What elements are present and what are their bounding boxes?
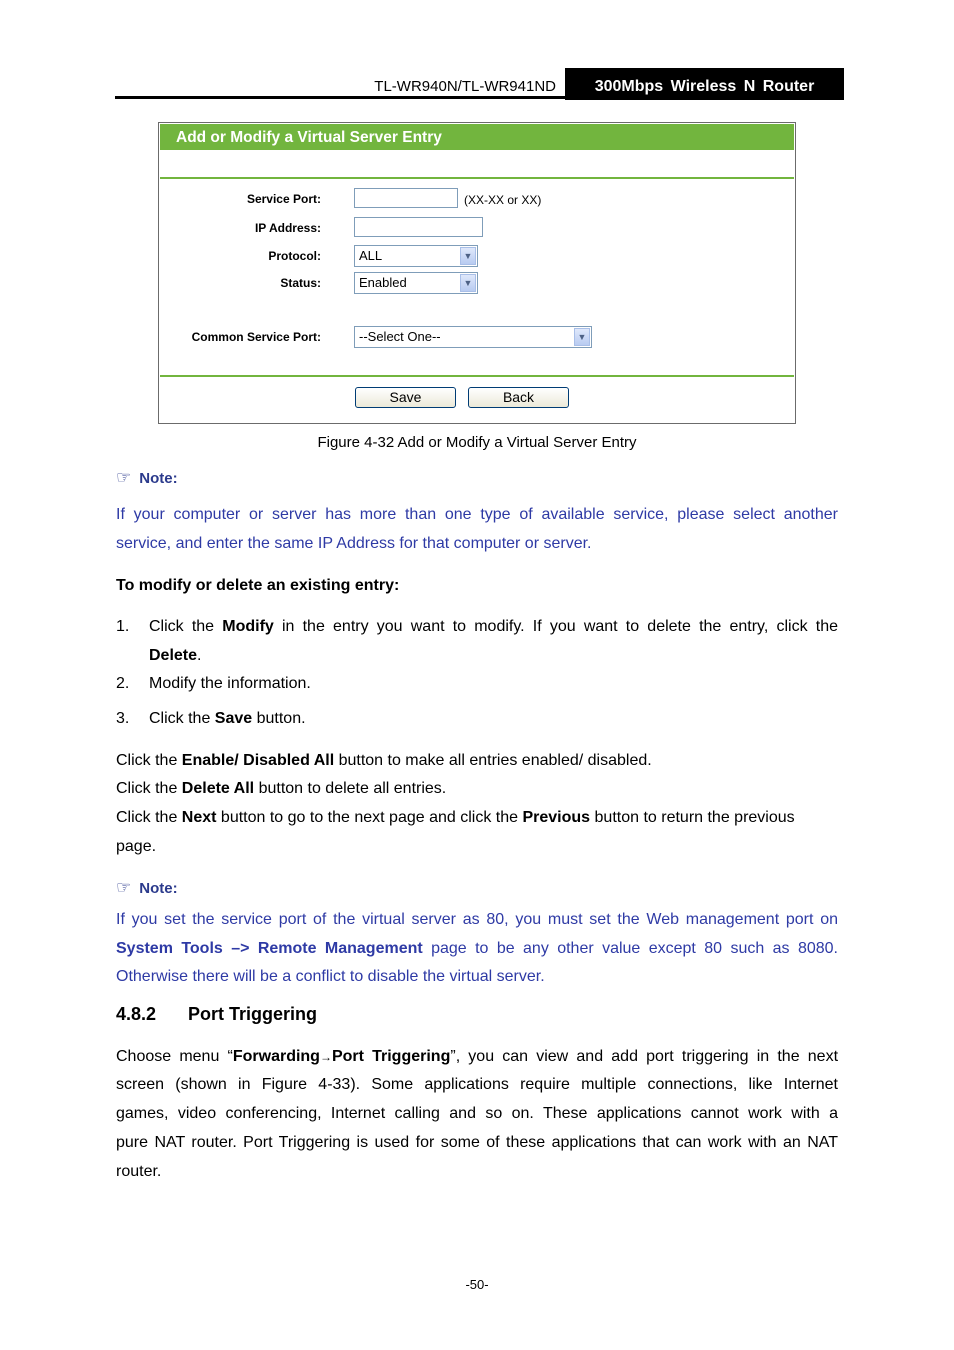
step-2-number: 2. bbox=[116, 675, 130, 692]
panel-divider-bottom bbox=[160, 375, 794, 377]
common-service-port-select[interactable] bbox=[354, 326, 592, 348]
step-2-text: Modify the information. bbox=[149, 675, 311, 692]
panel-divider-top bbox=[160, 177, 794, 179]
note-heading bbox=[116, 879, 178, 898]
delete-all-line: Click the Delete All button to delete all entries. bbox=[116, 780, 447, 797]
note1-line1: If your computer or server has more than one type of available service, please select another bbox=[116, 506, 838, 523]
enable-all-line: Click the Enable/ Disabled All button to make all entries enabled/ disabled. bbox=[116, 752, 652, 769]
note-label: Note: bbox=[139, 470, 178, 487]
service-port-input[interactable] bbox=[354, 188, 458, 208]
header-model: TL-WR940N/TL-WR941ND bbox=[374, 78, 556, 95]
protocol-label: Protocol: bbox=[268, 249, 321, 263]
step-1-number: 1. bbox=[116, 618, 130, 635]
chevron-down-icon[interactable]: ▼ bbox=[460, 247, 476, 265]
section-number: 4.8.2 bbox=[116, 1004, 157, 1024]
note2-line3: Otherwise there will be a conflict to disable the virtual server. bbox=[116, 968, 545, 985]
pointing-hand-icon: ☞ bbox=[116, 878, 132, 897]
note2-line2: System Tools –> Remote Management page to be any other value except 80 such as 8080. bbox=[116, 940, 838, 957]
port-trigger-line4: pure NAT router. Port Triggering is used for some of these applications that can work with an NAT bbox=[116, 1134, 838, 1151]
virtual-server-panel bbox=[158, 122, 796, 424]
step-1-line2: Delete. bbox=[149, 647, 202, 664]
next-previous-line-end: page. bbox=[116, 838, 157, 855]
ip-address-label: IP Address: bbox=[254, 221, 321, 235]
save-button[interactable]: Save bbox=[355, 387, 456, 408]
common-service-port-value: --Select One-- bbox=[359, 329, 441, 344]
note1-line2: service, and enter the same IP Address for that computer or server. bbox=[116, 535, 592, 552]
header-product: 300Mbps Wireless N Router bbox=[565, 68, 844, 100]
note-heading bbox=[116, 469, 178, 488]
port-trigger-line2: screen (shown in Figure 4-33). Some applications require multiple connections, like Internet bbox=[116, 1076, 838, 1093]
port-trigger-line5: router. bbox=[116, 1163, 162, 1180]
status-label: Status: bbox=[280, 276, 321, 290]
panel-title: Add or Modify a Virtual Server Entry bbox=[160, 124, 794, 150]
protocol-value: ALL bbox=[359, 248, 383, 263]
chevron-down-icon[interactable]: ▼ bbox=[460, 274, 476, 292]
status-select[interactable] bbox=[354, 272, 478, 294]
common-service-port-label: Common Service Port: bbox=[191, 330, 321, 344]
header-rule bbox=[115, 96, 565, 99]
modify-heading: To modify or delete an existing entry: bbox=[116, 577, 400, 594]
figure-caption: Figure 4-32 Add or Modify a Virtual Server Entry bbox=[317, 434, 637, 451]
service-port-hint: (XX-XX or XX) bbox=[464, 193, 542, 207]
arrow-right-icon: → bbox=[319, 1050, 332, 1064]
service-port-label: Service Port: bbox=[246, 192, 321, 206]
status-value: Enabled bbox=[359, 275, 407, 290]
section-title: Port Triggering bbox=[188, 1004, 318, 1024]
back-button[interactable]: Back bbox=[468, 387, 569, 408]
chevron-down-icon[interactable]: ▼ bbox=[574, 328, 590, 346]
ip-address-input[interactable] bbox=[354, 217, 483, 237]
step-3-number: 3. bbox=[116, 710, 130, 727]
protocol-select[interactable] bbox=[354, 245, 478, 267]
note-label: Note: bbox=[139, 880, 178, 897]
pointing-hand-icon: ☞ bbox=[116, 468, 132, 487]
page-number: -50- bbox=[465, 1277, 489, 1292]
step-3-text: Click the Save button. bbox=[149, 710, 306, 727]
port-trigger-line1: Choose menu “Forwarding→Port Triggering”, you can view and add port triggering in the next bbox=[116, 1048, 839, 1065]
port-trigger-line3: games, video conferencing, Internet calling and so on. These applications cannot work with a bbox=[116, 1105, 838, 1122]
step-1-line1: Click the Modify in the entry you want to modify. If you want to delete the entry, click the bbox=[149, 618, 839, 635]
note2-line1: If you set the service port of the virtual server as 80, you must set the Web management port on bbox=[116, 911, 838, 928]
next-previous-line: Click the Next button to go to the next page and click the Previous button to return the previous bbox=[116, 809, 795, 826]
